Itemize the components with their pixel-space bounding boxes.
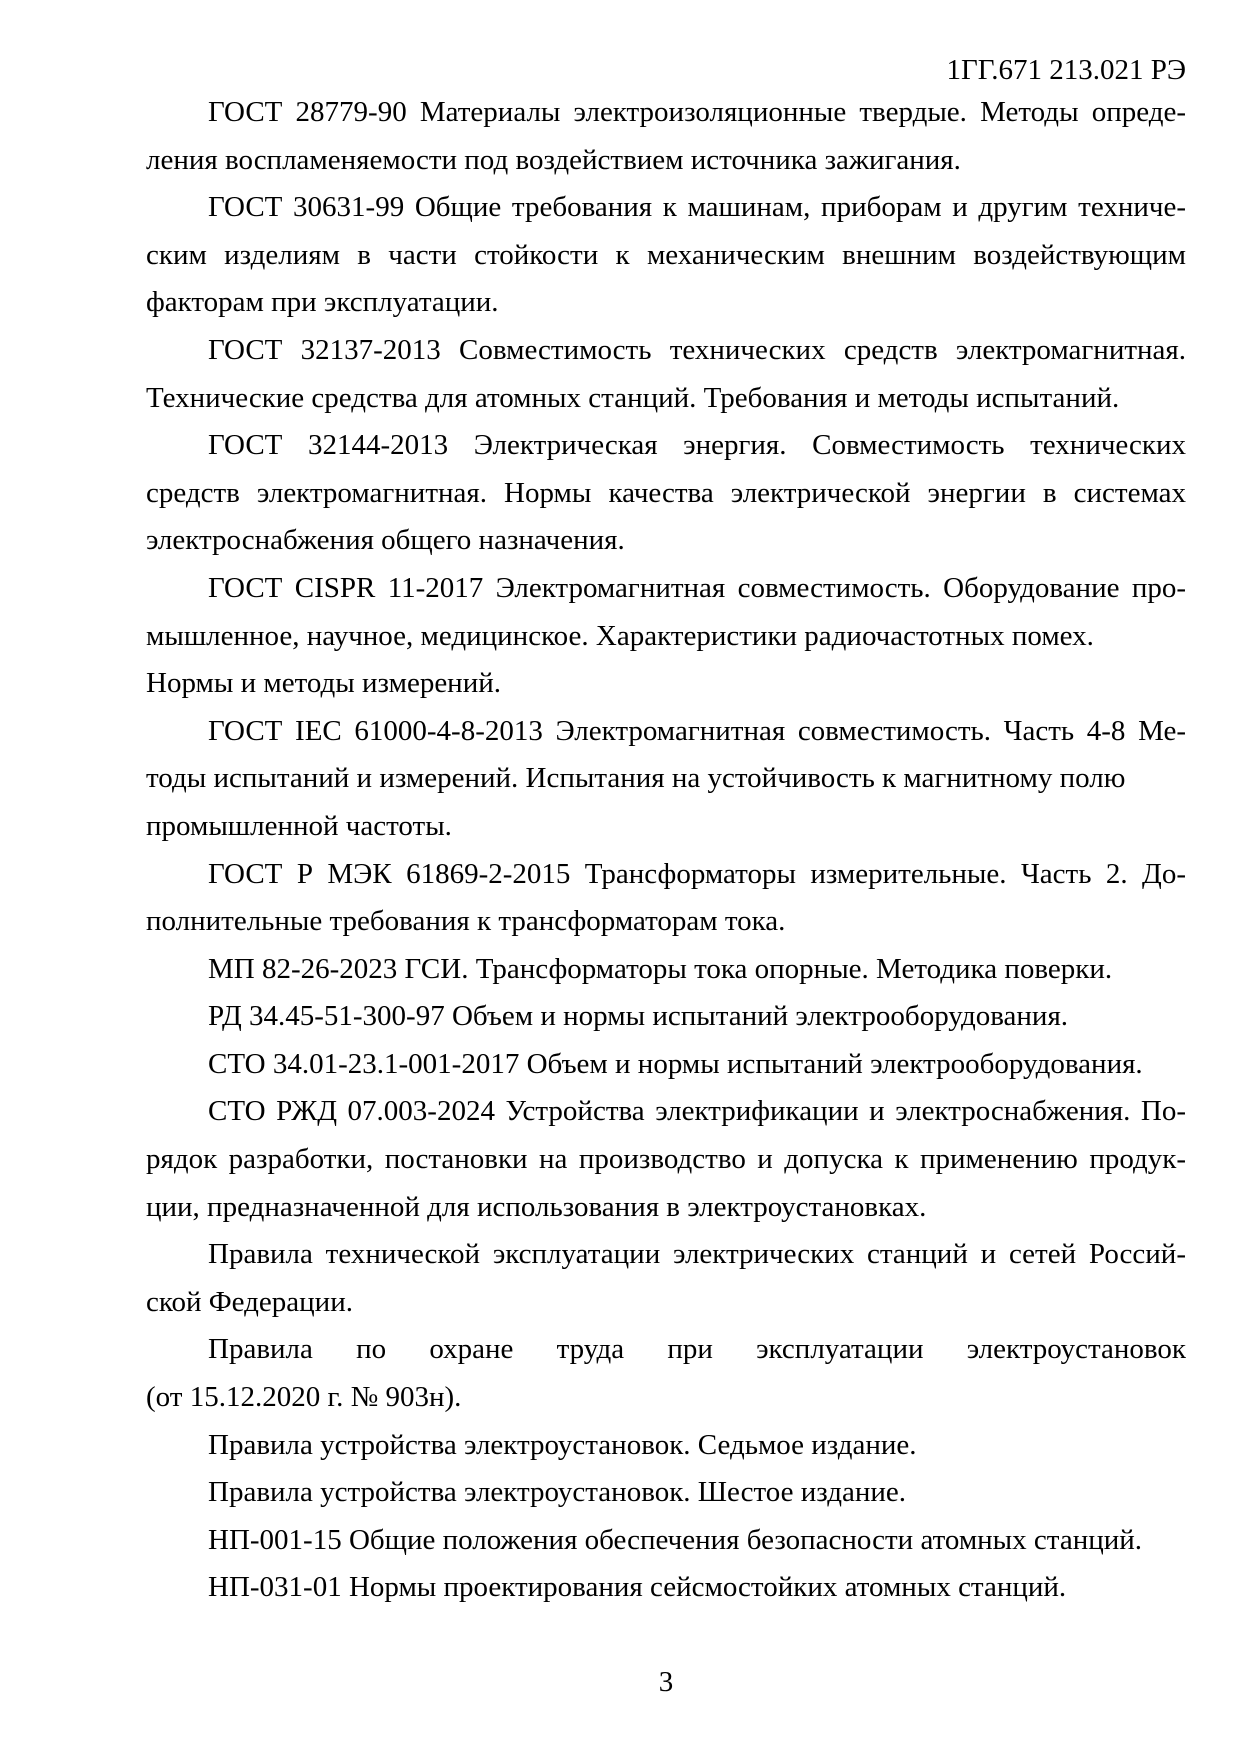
text-line: ГОСТ IEC 61000-4-8-2013 Электромагнитная совместимость. Часть 4-8 Ме-	[208, 714, 1186, 747]
text-line: ГОСТ 28779-90 Материалы электроизоляционные твердые. Методы опреде-	[208, 96, 1186, 128]
text-line: рядок разработки, постановки на производство и допуска к применению продук-	[146, 1143, 1186, 1176]
text-line: Правила устройства электроустановок. Седьмое издание.	[208, 1428, 917, 1461]
text-line: ГОСТ Р МЭК 61869-2-2015 Трансформаторы измерительные. Часть 2. До-	[208, 857, 1186, 890]
text-line: Технические средства для атомных станций. Требования и методы испытаний.	[146, 381, 1120, 414]
text-line: РД 34.45-51-300-97 Объем и нормы испытаний электрооборудования.	[208, 1000, 1069, 1033]
text-line: факторам при эксплуатации.	[146, 286, 499, 319]
text-line: СТО РЖД 07.003-2024 Устройства электрификации и электроснабжения. По-	[208, 1095, 1186, 1128]
text-line: ГОСТ 30631-99 Общие требования к машинам, приборам и другим техниче-	[208, 191, 1186, 224]
text-line: мышленное, научное, медицинское. Характеристики радиочастотных помех.	[146, 619, 1094, 652]
page-number: 3	[658, 1666, 674, 1698]
text-line: Нормы и методы измерений.	[146, 667, 501, 700]
text-line: Правила по охране труда при эксплуатации электроустановок	[208, 1333, 1186, 1366]
document-code-header: 1ГГ.671 213.021 РЭ	[946, 54, 1186, 86]
text-line: ГОСТ 32137-2013 Совместимость технических средств электромагнитная.	[208, 333, 1186, 366]
text-line: средств электромагнитная. Нормы качества электрической энергии в системах	[146, 476, 1186, 509]
text-line: промышленной частоты.	[146, 809, 452, 842]
text-line: ГОСТ 32144-2013 Электрическая энергия. Совместимость технических	[208, 429, 1186, 462]
text-line: Правила технической эксплуатации электрических станций и сетей Россий-	[208, 1238, 1186, 1271]
text-line: ской Федерации.	[146, 1285, 353, 1318]
text-line: Правила устройства электроустановок. Шестое издание.	[208, 1476, 907, 1509]
text-line: НП-031-01 Нормы проектирования сейсмостойких атомных станций.	[208, 1571, 1067, 1604]
text-line: ления воспламеняемости под воздействием источника зажигания.	[146, 143, 961, 176]
text-line: НП-001-15 Общие положения обеспечения безопасности атомных станций.	[208, 1523, 1143, 1556]
text-line: ским изделиям в части стойкости к механическим внешним воздействующим	[146, 238, 1186, 271]
text-line: СТО 34.01-23.1-001-2017 Объем и нормы испытаний электрооборудования.	[208, 1047, 1143, 1080]
document-body	[146, 89, 1186, 1612]
text-line: тоды испытаний и измерений. Испытания на устойчивость к магнитному полю	[146, 762, 1126, 795]
text-line: полнительные требования к трансформаторам тока.	[146, 905, 786, 938]
text-line: (от 15.12.2020 г. № 903н).	[146, 1381, 462, 1414]
text-line: ции, предназначенной для использования в электроустановках.	[146, 1190, 927, 1223]
text-line: МП 82-26-2023 ГСИ. Трансформаторы тока опорные. Методика поверки.	[208, 952, 1113, 985]
text-line: ГОСТ CISPR 11-2017 Электромагнитная совместимость. Оборудование про-	[208, 571, 1186, 604]
text-line: электроснабжения общего назначения.	[146, 524, 625, 557]
